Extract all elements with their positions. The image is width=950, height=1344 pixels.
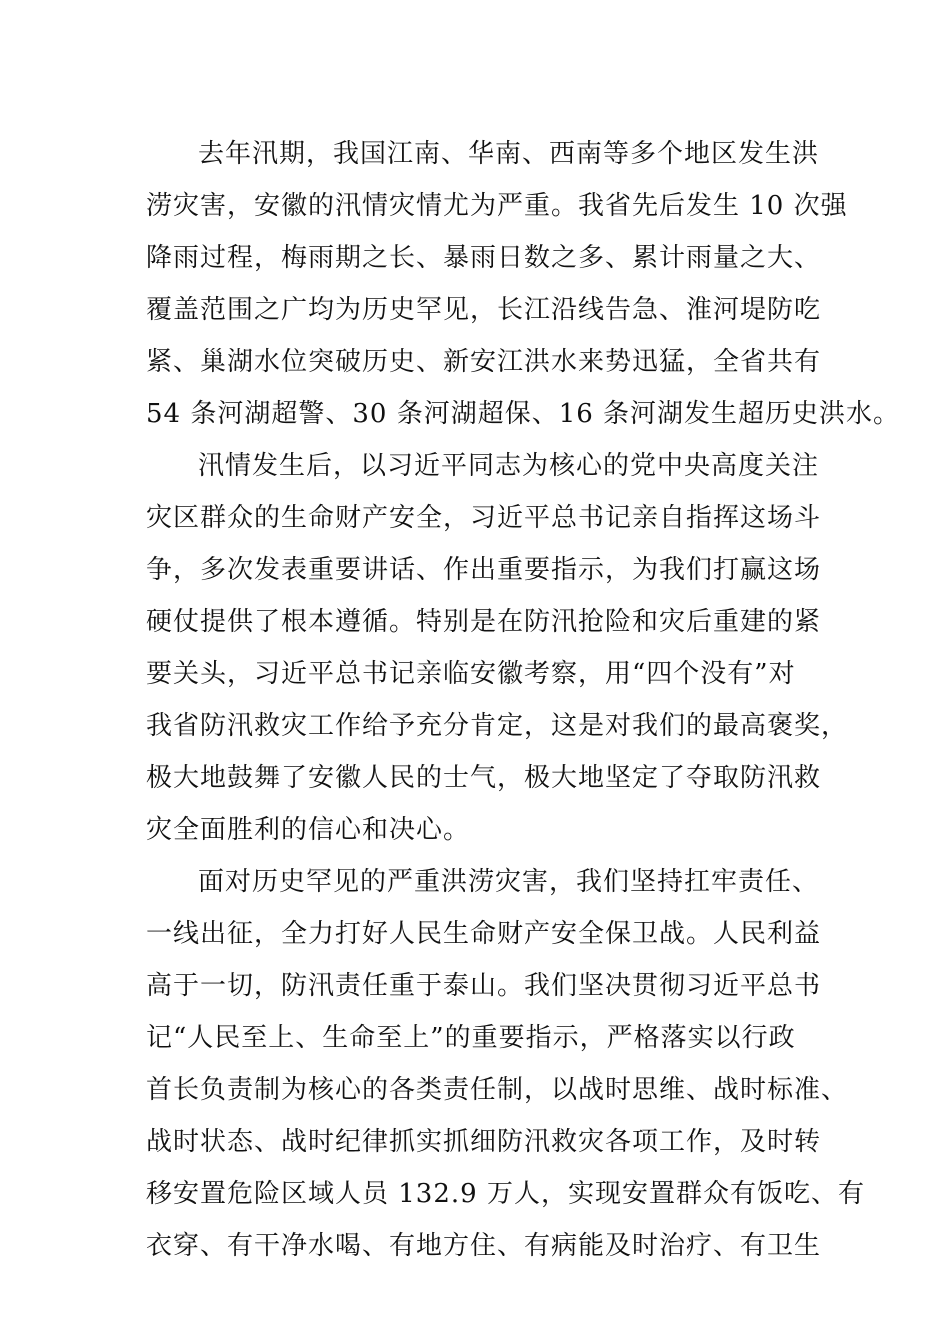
text-line: 硬仗提供了根本遵循。特别是在防汛抢险和灾后重建的紧 bbox=[146, 607, 822, 637]
text-line: 移安置危险区域人员 132.9 万人，实现安置群众有饭吃、有 bbox=[146, 1179, 865, 1209]
text-line: 高于一切，防汛责任重于泰山。我们坚决贯彻习近平总书 bbox=[146, 971, 822, 1001]
text-line: 一线出征，全力打好人民生命财产安全保卫战。人民利益 bbox=[146, 919, 822, 949]
text-line: 争，多次发表重要讲话、作出重要指示，为我们打赢这场 bbox=[146, 555, 822, 585]
text-line: 战时状态、战时纪律抓实抓细防汛救灾各项工作，及时转 bbox=[146, 1127, 822, 1157]
text-line: 极大地鼓舞了安徽人民的士气，极大地坚定了夺取防汛救 bbox=[146, 763, 822, 793]
text-line: 灾全面胜利的信心和决心。 bbox=[146, 815, 471, 845]
text-line: 首长负责制为核心的各类责任制，以战时思维、战时标准、 bbox=[146, 1075, 849, 1105]
text-line: 汛情发生后，以习近平同志为核心的党中央高度关注 bbox=[198, 451, 820, 481]
text-line: 去年汛期，我国江南、华南、西南等多个地区发生洪 bbox=[198, 139, 820, 169]
text-line: 我省防汛救灾工作给予充分肯定，这是对我们的最高褒奖， bbox=[146, 711, 849, 741]
text-line: 要关头，习近平总书记亲临安徽考察，用“四个没有”对 bbox=[146, 659, 796, 689]
text-line: 涝灾害，安徽的汛情灾情尤为严重。我省先后发生 10 次强 bbox=[146, 191, 848, 221]
text-line: 记“人民至上、生命至上”的重要指示，严格落实以行政 bbox=[146, 1023, 796, 1053]
paragraph-central-leadership bbox=[146, 440, 849, 856]
text-line: 衣穿、有干净水喝、有地方住、有病能及时治疗、有卫生 bbox=[146, 1231, 822, 1261]
text-line: 覆盖范围之广均为历史罕见，长江沿线告急、淮河堤防吃 bbox=[146, 295, 822, 325]
text-line: 面对历史罕见的严重洪涝灾害，我们坚持扛牢责任、 bbox=[198, 867, 820, 897]
text-line: 54 条河湖超警、30 条河湖超保、16 条河湖发生超历史洪水。 bbox=[146, 399, 901, 429]
text-line: 灾区群众的生命财产安全，习近平总书记亲自指挥这场斗 bbox=[146, 503, 822, 533]
text-line: 降雨过程，梅雨期之长、暴雨日数之多、累计雨量之大、 bbox=[146, 243, 822, 273]
document-body bbox=[146, 128, 901, 1272]
paragraph-responsibility bbox=[146, 856, 865, 1272]
paragraph-flood-overview bbox=[146, 128, 901, 440]
text-line: 紧、巢湖水位突破历史、新安江洪水来势迅猛，全省共有 bbox=[146, 347, 822, 377]
